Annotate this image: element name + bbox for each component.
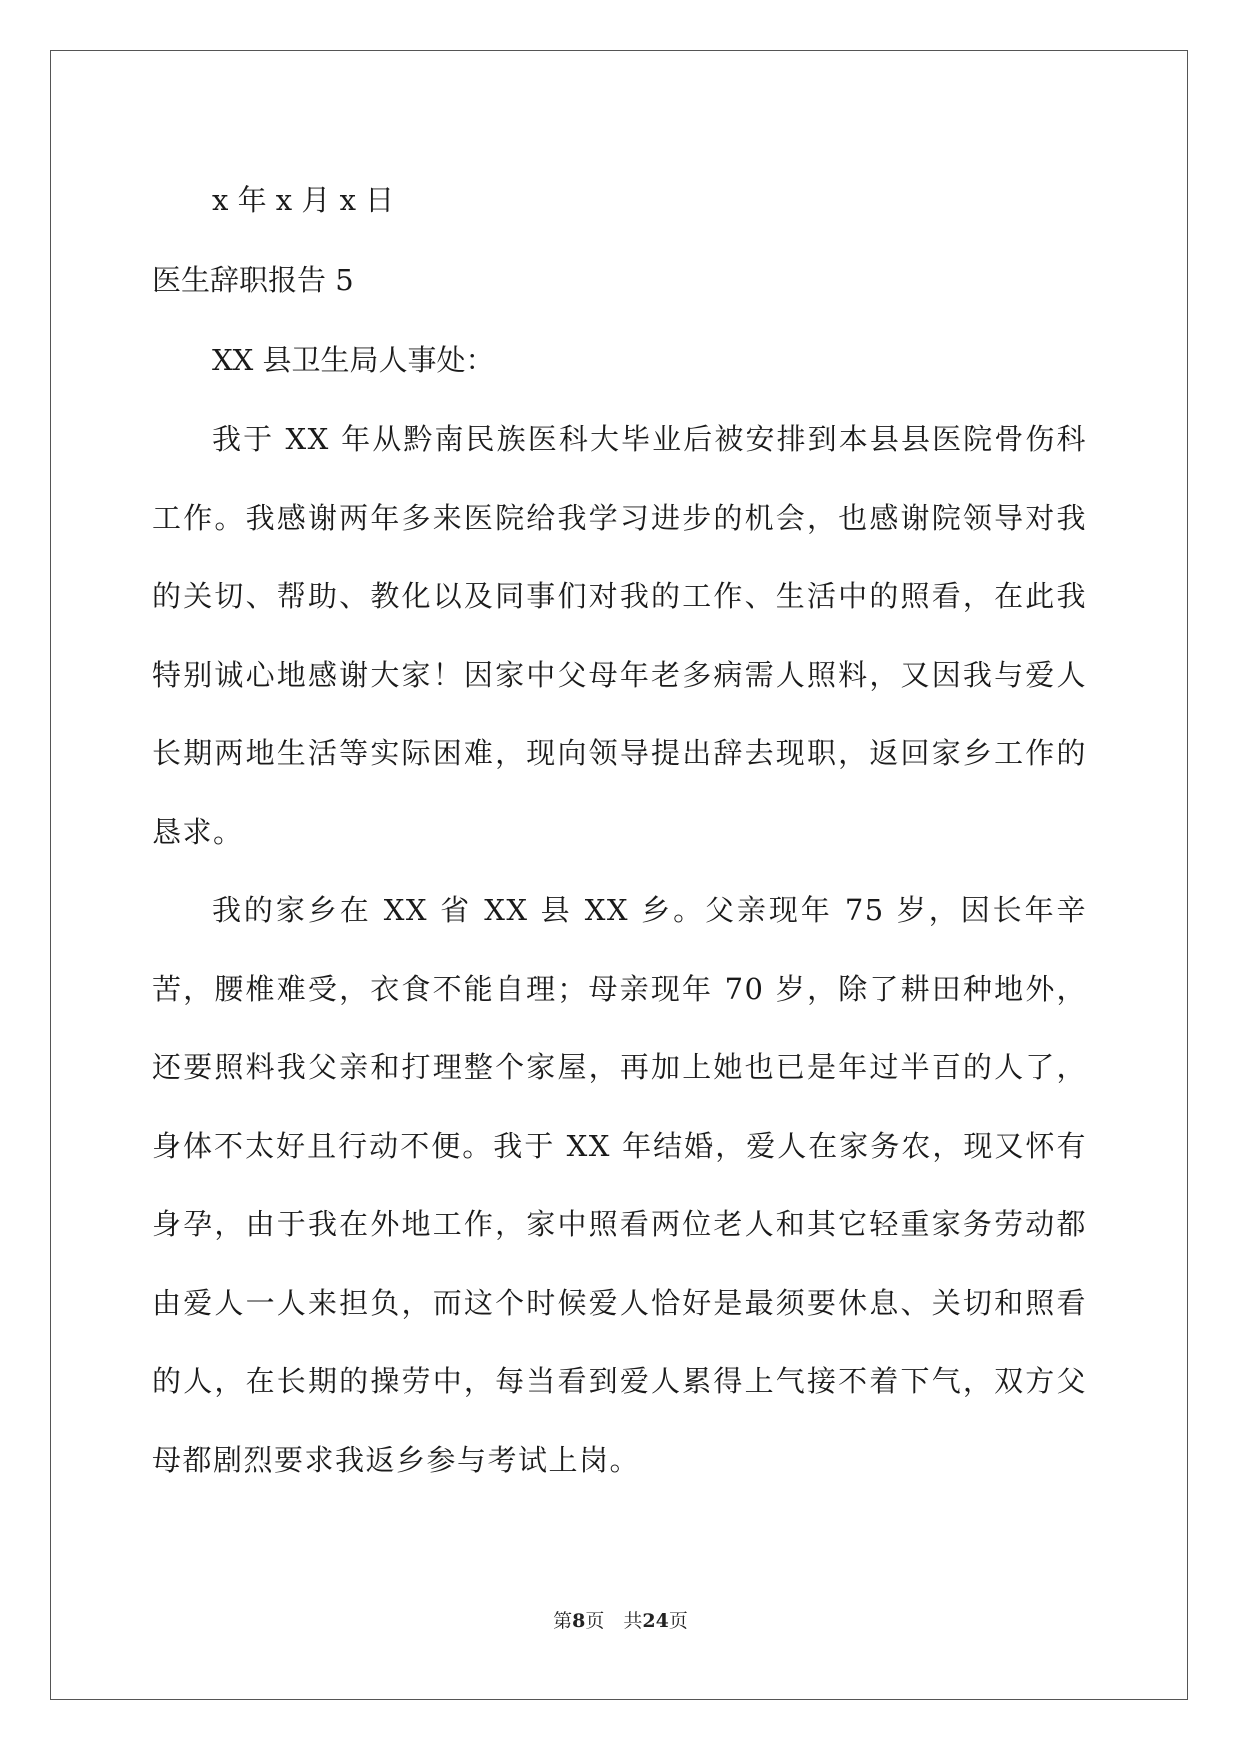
- date-line: x 年 x 月 x 日: [212, 183, 395, 217]
- document-title: 医生辞职报告 5: [152, 263, 354, 297]
- footer-suffix: 页: [668, 1610, 688, 1632]
- footer-mid: 页 共: [585, 1610, 643, 1632]
- page-footer: [0, 1606, 1241, 1633]
- current-page-number: 8: [572, 1610, 586, 1632]
- footer-prefix: 第: [553, 1610, 573, 1632]
- document-body: [152, 160, 1087, 1499]
- salutation: XX 县卫生局人事处：: [212, 343, 495, 377]
- total-pages-number: 24: [642, 1610, 669, 1632]
- body-paragraph-2: 我的家乡在 XX 省 XX 县 XX 乡。父亲现年 75 岁，因长年辛苦，腰椎难受，衣食不能自理；母亲现年 70 岁，除了耕田种地外，还要照料我父亲和打理整个家屋，再加上她也已是年过半百的人了，身体不太好且行动不便。我于 XX 年结婚，爱人在家务农，现又怀有身孕，由于我在外地工作，家中照看两位老人和其它轻重家务劳动都由爱人一人来担负，而这个时候爱人恰好是最须要休息、关切和照看的人，在长期的操劳中，每当看到爱人累得上气接不着下气，双方父母都剧烈要求我返乡参与考试上岗。: [152, 893, 1087, 1477]
- body-paragraph-1: 我于 XX 年从黔南民族医科大毕业后被安排到本县县医院骨伤科工作。我感谢两年多来医院给我学习进步的机会，也感谢院领导对我的关切、帮助、教化以及同事们对我的工作、生活中的照看，在此我特别诚心地感谢大家！因家中父母年老多病需人照料，又因我与爱人长期两地生活等实际困难，现向领导提出辞去现职，返回家乡工作的恳求。: [152, 422, 1087, 849]
